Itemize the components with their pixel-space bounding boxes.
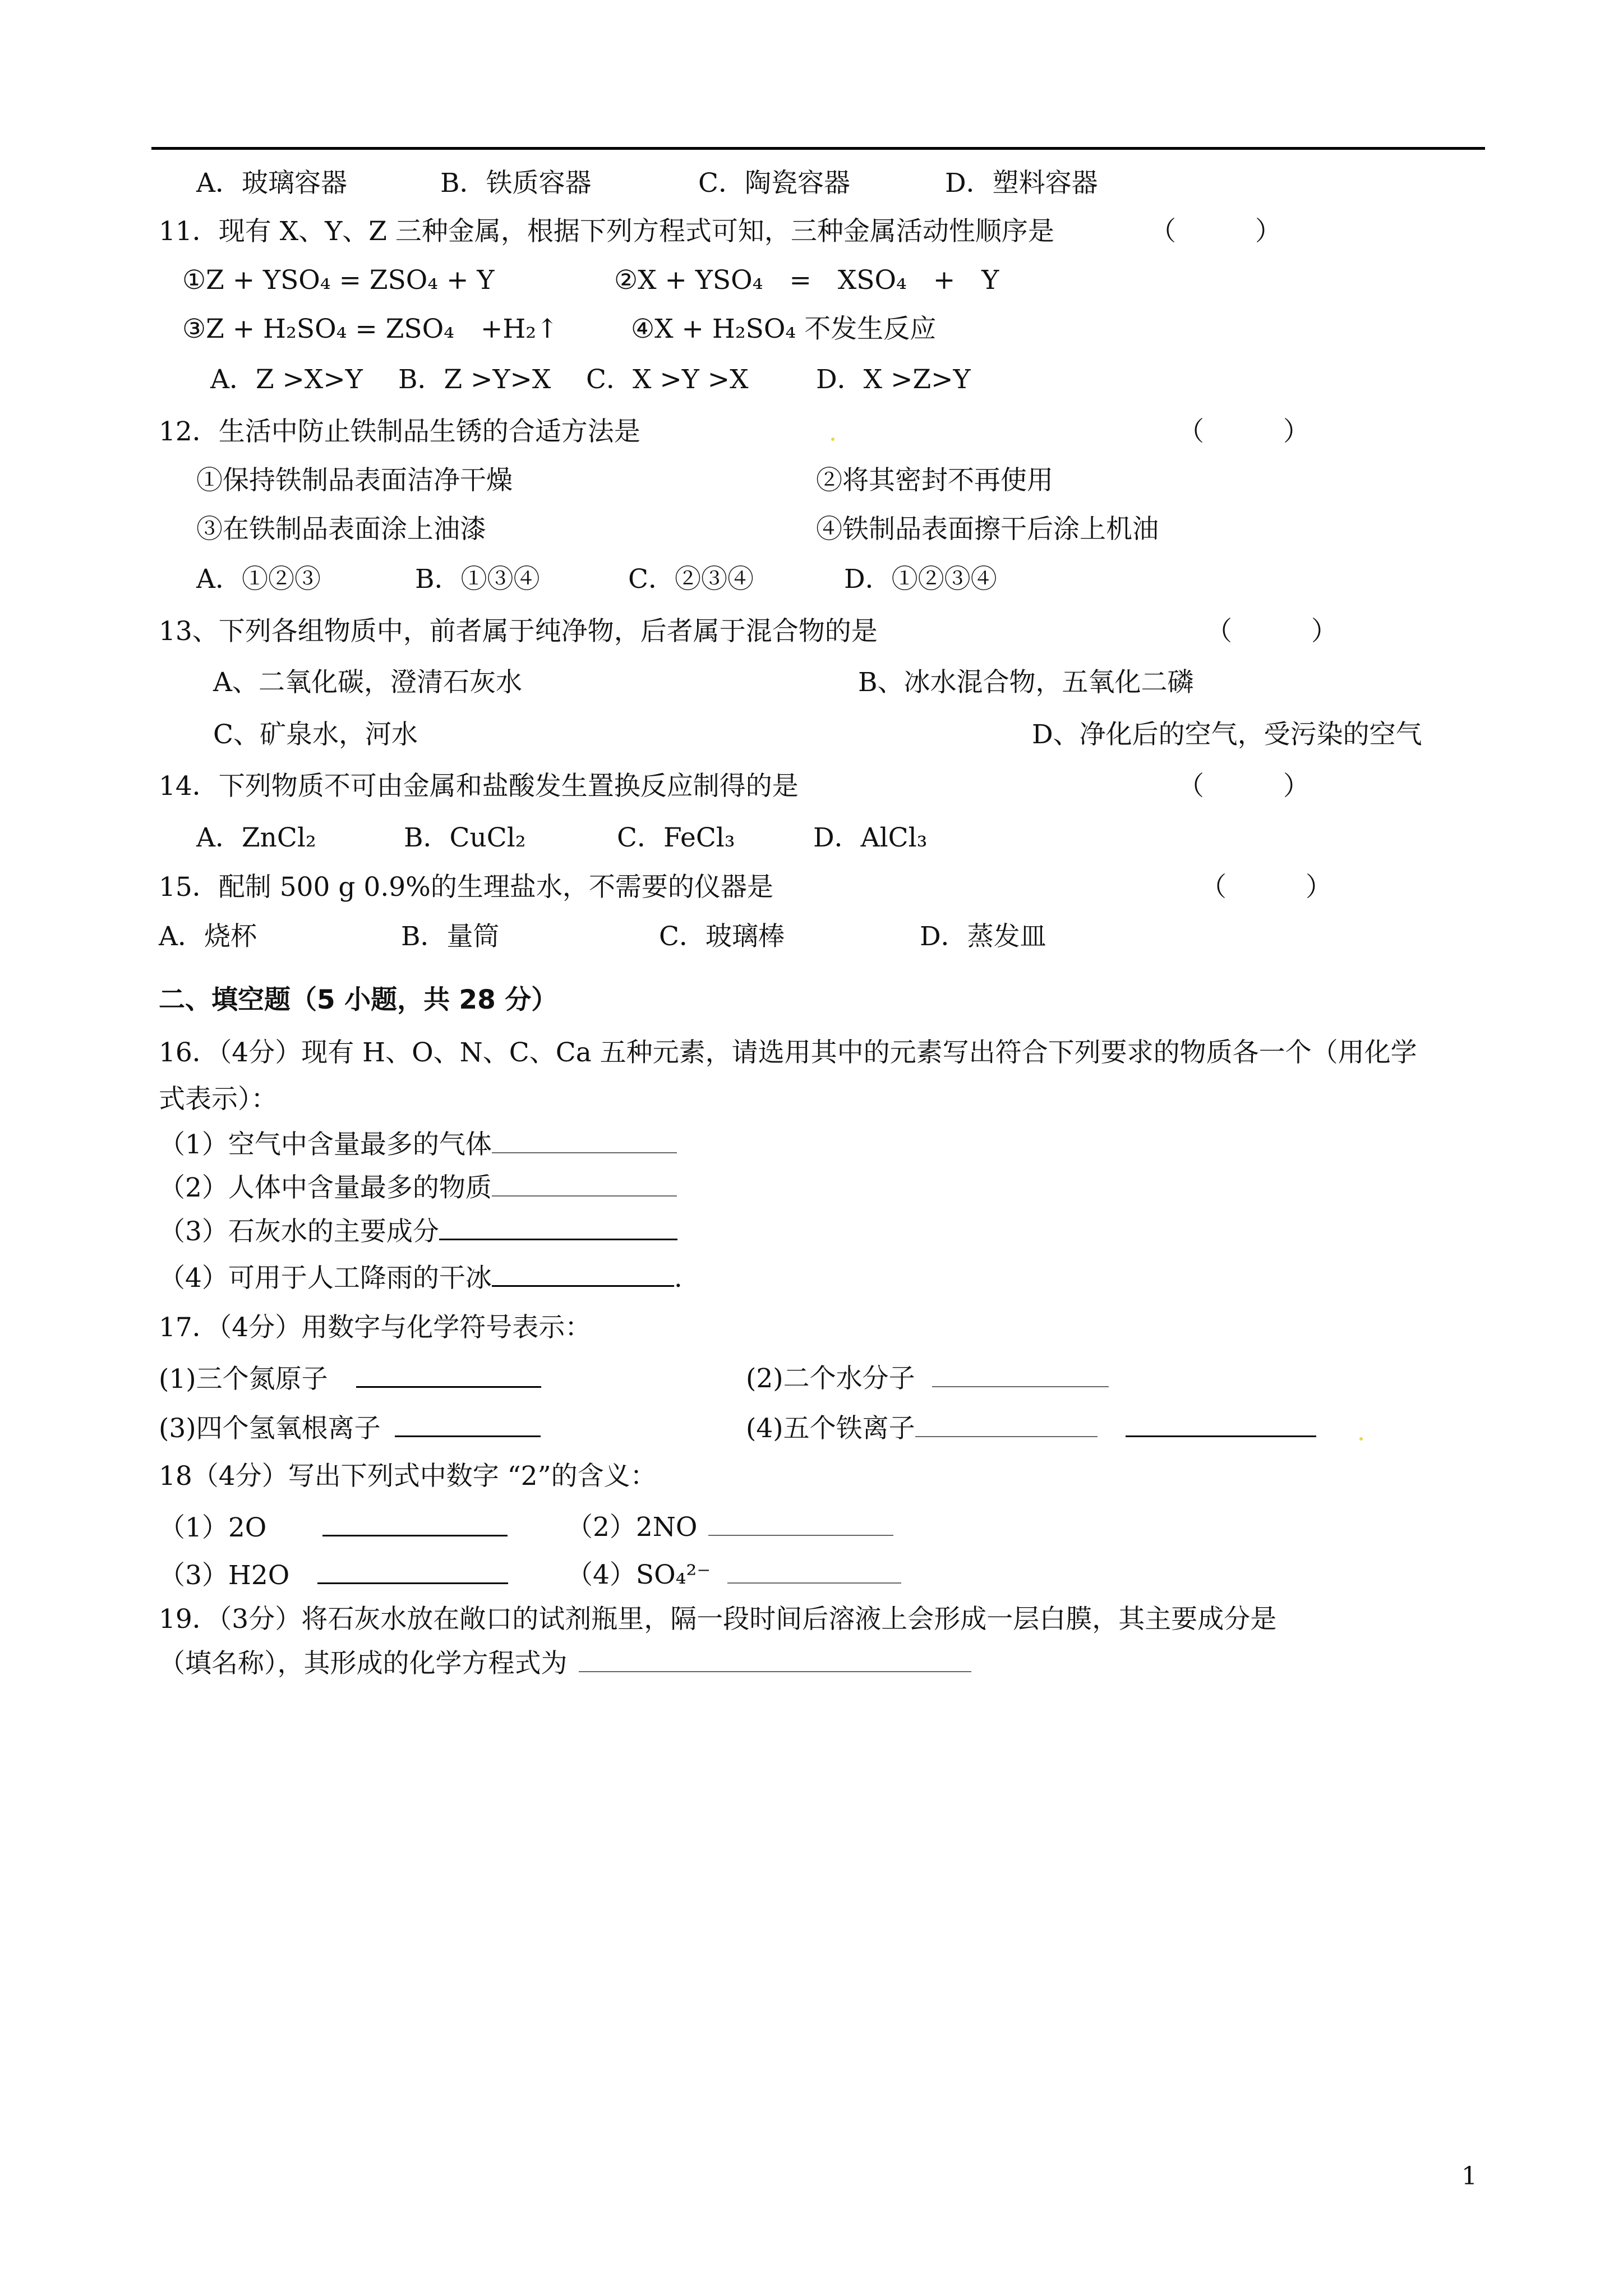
q17-item-3-label: (3)四个氢氧根离子: [159, 1413, 381, 1444]
q15-answer-paren: （ ）: [1200, 872, 1332, 903]
q18-item-2: [566, 1510, 893, 1544]
q10-option-a: A．玻璃容器: [196, 168, 347, 199]
q16-item-4-label: （4）可用于人工降雨的干冰: [159, 1263, 492, 1294]
q13-option-c: C、矿泉水，河水: [213, 719, 418, 750]
q17-stem: 17．（4分）用数字与化学符号表示：: [159, 1312, 592, 1343]
q18-item-1-label: （1）2O: [159, 1512, 267, 1543]
q14-stem: 14．下列物质不可由金属和盐酸发生置换反应制得的是: [159, 771, 799, 802]
q19-answer-blank[interactable]: [579, 1646, 971, 1672]
q11-stem: 11．现有 X、Y、Z 三种金属，根据下列方程式可知，三种金属活动性顺序是: [159, 216, 1054, 247]
q15-option-c: C．玻璃棒: [659, 921, 785, 952]
q11-option-d: D．X >Z>Y: [816, 364, 971, 395]
q17-item-1-label: (1)三个氮原子: [159, 1364, 328, 1395]
page-number: 1: [1461, 2162, 1477, 2191]
q16-period: .: [674, 1263, 683, 1294]
q14-option-c: C．FeCl₃: [617, 822, 735, 853]
q17-item-1: [159, 1361, 541, 1396]
q16-item-2-label: （2）人体中含量最多的物质: [159, 1172, 492, 1203]
q15-option-a: A．烧杯: [159, 921, 257, 952]
q12-statement-1: ①保持铁制品表面洁净干燥: [196, 465, 513, 496]
q11-option-c: C．X >Y >X: [586, 364, 749, 395]
q11-option-a: A．Z >X>Y: [210, 364, 363, 395]
q18-item-2-label: （2）2NO: [566, 1512, 698, 1543]
q10-option-b: B．铁质容器: [440, 168, 592, 199]
q12-stem: 12．生活中防止铁制品生锈的合适方法是: [159, 416, 640, 447]
q18-answer-blank-4[interactable]: [727, 1558, 901, 1584]
scan-speck: [1359, 1437, 1363, 1441]
q17-item-2: [746, 1361, 1109, 1396]
q13-option-b: B、冰水混合物，五氧化二磷: [858, 667, 1194, 698]
q12-statement-4: ④铁制品表面擦干后涂上机油: [816, 514, 1159, 545]
q12-answer-paren: （ ）: [1178, 416, 1310, 447]
q15-option-b: B．量筒: [401, 921, 500, 952]
q18-answer-blank-3[interactable]: [317, 1558, 508, 1584]
q17-answer-blank-2[interactable]: [932, 1361, 1109, 1387]
q11-option-b: B．Z >Y>X: [398, 364, 551, 395]
q16-item-2: [159, 1171, 677, 1205]
q17-answer-blank-1[interactable]: [356, 1361, 541, 1388]
q16-stem-line1: 16．（4分）现有 H、O、N、C、Ca 五种元素，请选用其中的元素写出符合下列要求的物质各一个（用化学: [159, 1037, 1417, 1068]
header-rule: [151, 147, 1485, 150]
q14-option-b: B．CuCl₂: [404, 822, 526, 853]
q11-answer-paren: （ ）: [1150, 216, 1281, 247]
q16-answer-blank-2[interactable]: [492, 1171, 677, 1197]
q18-item-1: [159, 1510, 508, 1545]
q17-answer-blank-4[interactable]: [915, 1411, 1098, 1437]
q16-item-1-label: （1）空气中含量最多的气体: [159, 1129, 492, 1160]
q13-option-d: D、净化后的空气，受污染的空气: [1032, 719, 1422, 750]
q13-answer-paren: （ ）: [1206, 616, 1338, 647]
q18-item-4-label: （4）SO₄²⁻: [566, 1559, 711, 1590]
q16-answer-blank-4[interactable]: [492, 1260, 674, 1287]
q16-item-3: [159, 1214, 677, 1249]
q18-answer-blank-2[interactable]: [708, 1510, 893, 1536]
q11-equation-2: ②X + YSO₄ = XSO₄ + Y: [614, 265, 999, 296]
q11-equation-3: ③Z + H₂SO₄ = ZSO₄ +H₂↑: [182, 314, 559, 344]
q19-line2-label: （填名称），其形成的化学方程式为: [159, 1648, 568, 1679]
q17-item-2-label: (2)二个水分子: [746, 1363, 915, 1394]
q17-answer-blank-5[interactable]: [1126, 1411, 1316, 1437]
q12-statement-2: ②将其密封不再使用: [816, 465, 1053, 496]
q14-answer-paren: （ ）: [1178, 771, 1310, 802]
q12-statement-3: ③在铁制品表面涂上油漆: [196, 514, 486, 545]
q16-item-1: [159, 1128, 677, 1162]
q10-option-d: D．塑料容器: [945, 168, 1098, 199]
q12-option-b: B．①③④: [415, 564, 540, 595]
q11-equation-4: ④X + H₂SO₄ 不发生反应: [631, 314, 937, 344]
q12-option-d: D．①②③④: [844, 564, 997, 595]
q15-option-d: D．蒸发皿: [920, 921, 1046, 952]
q17-answer-blank-3[interactable]: [395, 1411, 541, 1437]
q16-stem-line2: 式表示）：: [159, 1084, 278, 1115]
q12-option-c: C．②③④: [628, 564, 754, 595]
q16-answer-blank-1[interactable]: [492, 1128, 677, 1153]
q11-equation-1: ①Z + YSO₄ = ZSO₄ + Y: [182, 265, 495, 296]
q18-item-3: [159, 1558, 508, 1593]
q16-item-4: [159, 1260, 683, 1295]
q12-option-a: A．①②③: [196, 564, 321, 595]
scan-speck: [831, 438, 834, 441]
q16-item-3-label: （3）石灰水的主要成分: [159, 1216, 439, 1247]
q16-answer-blank-3[interactable]: [439, 1214, 677, 1240]
q18-item-3-label: （3）H2O: [159, 1560, 290, 1591]
q17-item-4-label: (4)五个铁离子: [746, 1413, 915, 1444]
q18-answer-blank-1[interactable]: [322, 1510, 508, 1536]
q13-option-a: A、二氧化碳，澄清石灰水: [213, 667, 522, 698]
q15-stem: 15．配制 500 g 0.9%的生理盐水，不需要的仪器是: [159, 872, 773, 903]
q19-line2: [159, 1646, 971, 1681]
section-2-title: 二、填空题（5 小题，共 28 分）: [159, 984, 558, 1015]
q18-stem: 18（4分）写出下列式中数字 “2”的含义：: [159, 1461, 657, 1492]
q19-line1: 19．（3分）将石灰水放在敞口的试剂瓶里，隔一段时间后溶液上会形成一层白膜，其主要成分是: [159, 1604, 1277, 1635]
q14-option-a: A．ZnCl₂: [196, 822, 316, 853]
q17-item-4: [746, 1411, 1316, 1446]
q18-item-4: [566, 1558, 901, 1592]
q17-item-3: [159, 1411, 541, 1446]
q10-option-c: C．陶瓷容器: [698, 168, 850, 199]
q13-stem: 13、下列各组物质中，前者属于纯净物，后者属于混合物的是: [159, 616, 878, 647]
q14-option-d: D．AlCl₃: [813, 822, 928, 853]
